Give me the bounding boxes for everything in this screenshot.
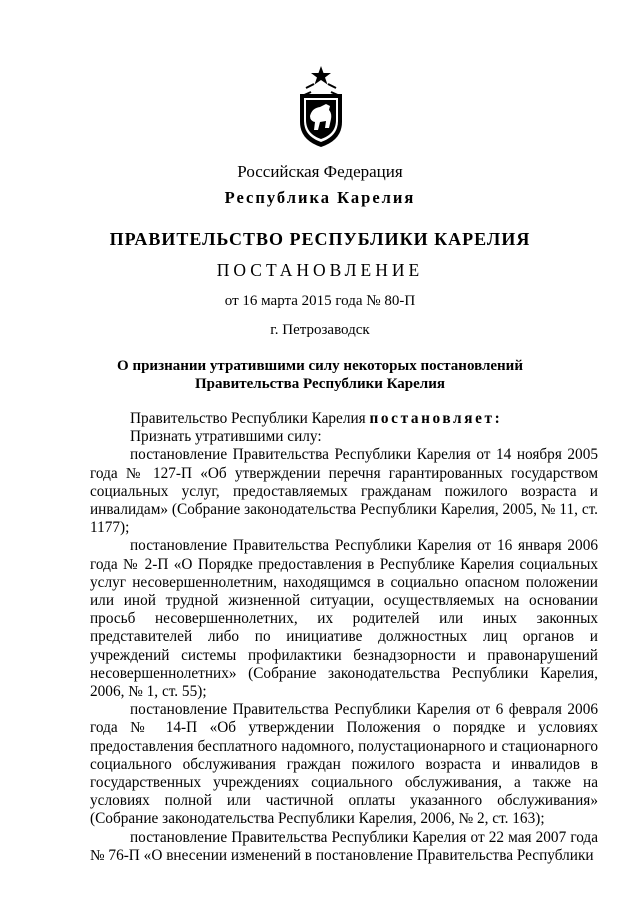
- city: г. Петрозаводск: [270, 322, 370, 338]
- list-item: постановление Правительства Республики Карелия от 6 февраля 2006 года № 14-П «Об утверждении Положения о порядке и условиях предоставления бесплатного надомного, полустационарного и стационарного социального обслуживания граждан пожилого возраста и инвалидов в государственных учреждениях социального обслуживания, а также на условиях полной или частичной оплаты указанного обслуживания» (Собрание законодательства Республики Карелия, 2006, № 2, ст. 163);: [90, 701, 598, 828]
- karelia-coat-of-arms-icon: [296, 66, 346, 148]
- intro-verb: постановляет:: [369, 410, 503, 427]
- recognize-paragraph: Признать утратившими силу:: [130, 428, 322, 446]
- government-name: ПРАВИТЕЛЬСТВО РЕСПУБЛИКИ КАРЕЛИЯ: [109, 229, 531, 249]
- intro-prefix: Правительство Республики Карелия: [130, 410, 370, 427]
- country-name: Российская Федерация: [237, 162, 403, 181]
- document-type: ПОСТАНОВЛЕНИЕ: [216, 260, 424, 280]
- document-body: [90, 410, 598, 865]
- date-and-number: от 16 марта 2015 года № 80-П: [224, 293, 416, 309]
- document-title-line-2: Правительства Республики Карелия: [195, 376, 445, 392]
- intro-paragraph: [90, 410, 598, 428]
- list-item: постановление Правительства Республики Карелия от 16 января 2006 года № 2-П «О Порядке предоставления в Республике Карелия социальных услуг несовершеннолетним, находящимся в социально опасном положении или иной трудной жизненной ситуации, осуществляемых на основании просьб несовершеннолетних, их родителей или иных законных представителей либо по инициативе должностных лиц органов и учреждений системы профилактики безнадзорности и правонарушений несовершеннолетних» (Собрание законодательства Республики Карелия, 2006, № 1, ст. 55);: [90, 537, 598, 701]
- republic-name: Республика Карелия: [224, 188, 416, 207]
- list-item: постановление Правительства Республики Карелия от 22 мая 2007 года № 76-П «О внесении изменений в постановление Правительства Республики: [90, 828, 598, 864]
- document-title-line-1: О признании утратившими силу некоторых постановлений: [117, 358, 523, 374]
- list-item: постановление Правительства Республики Карелия от 14 ноября 2005 года № 127-П «Об утверждении перечня гарантированных государством социальных услуг, предоставляемых гражданам пожилого возраста и инвалидам» (Собрание законодательства Республики Карелия, 2005, № 11, ст. 1177);: [90, 446, 598, 537]
